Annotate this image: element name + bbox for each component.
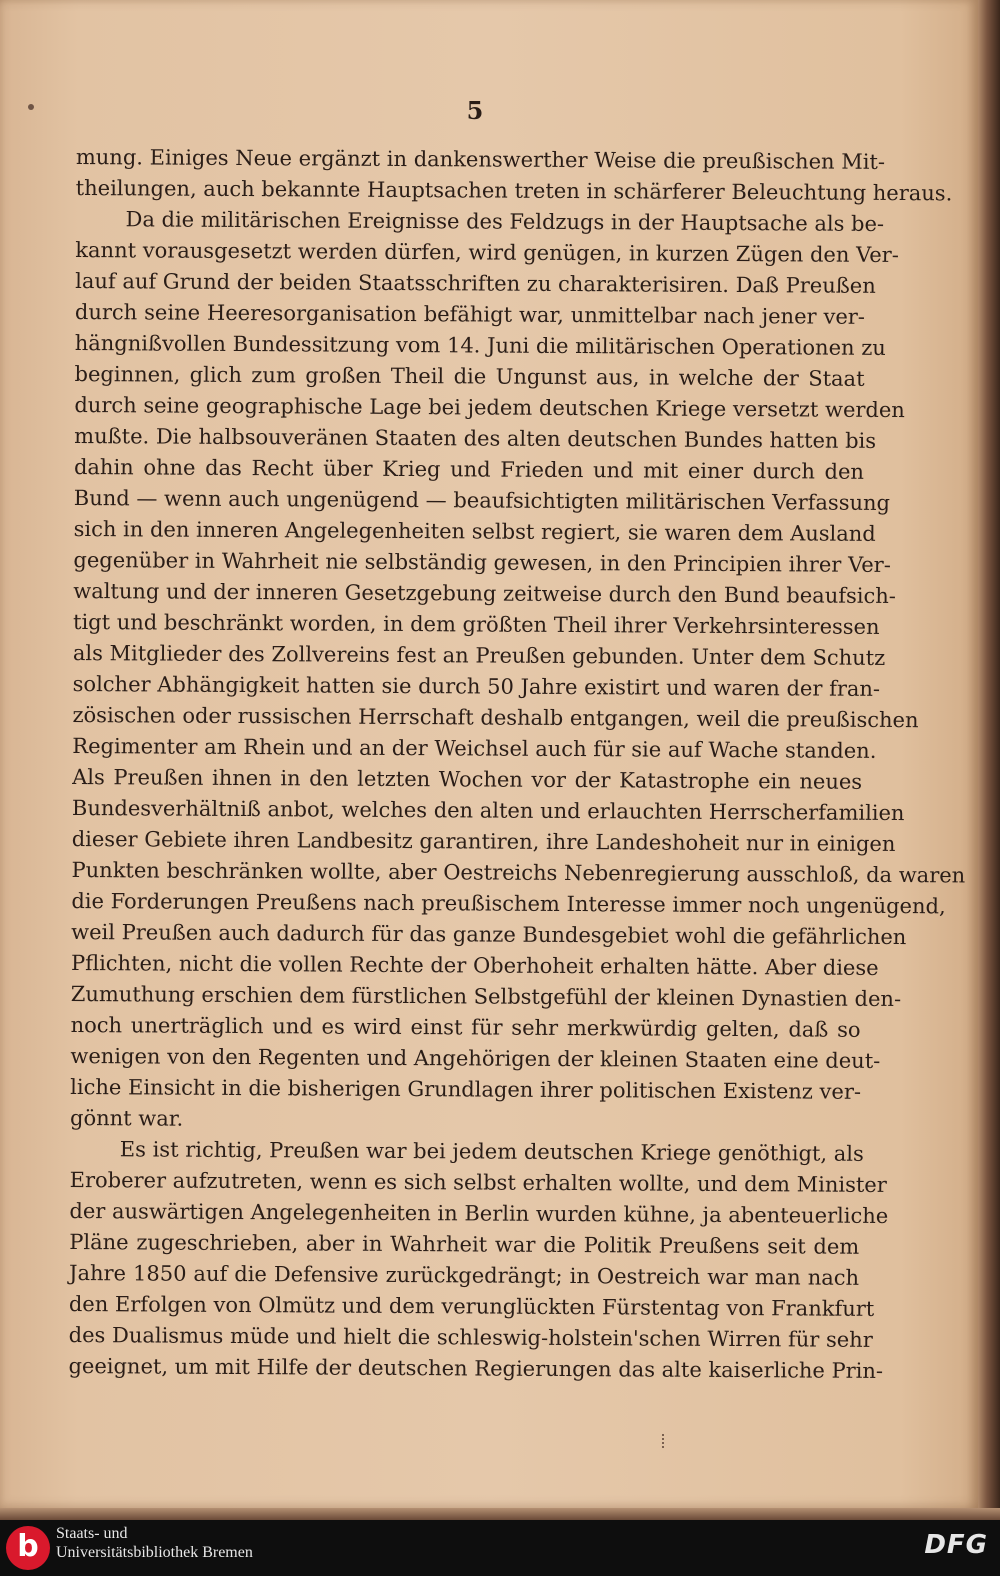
text-line: gegenüber in Wahrheit nie selbständig gewesen, in den Principien ihrer Ver- (73, 547, 891, 577)
text-line: Bundesverhältniß anbot, welches den alten und erlauchten Herrscherfamilien (71, 795, 905, 826)
dfg-logo[interactable]: DFG (924, 1530, 988, 1560)
text-line: durch seine geographische Lage bei jedem deutschen Kriege versetzt werden (74, 392, 905, 423)
text-line: mung. Einiges Neue ergänzt in dankenswerther Weise die preußischen Mit- (75, 144, 886, 174)
footer-bar (0, 1520, 1000, 1576)
text-line: Punkten beschränken wollte, aber Oestreichs Nebenregierung ausschloß, da waren (71, 857, 966, 888)
text-line: die Forderungen Preußens nach preußischem Interesse immer noch ungenügend, (71, 888, 946, 919)
text-line: Da die militärischen Ereignisse des Feldzugs in der Hauptsache als be- (125, 207, 885, 236)
text-line: liche Einsicht in die bisherigen Grundlagen ihrer politischen Existenz ver- (70, 1074, 862, 1104)
text-line: Jahre 1850 auf die Defensive zurückgedrängt; in Oestreich war man nach (69, 1260, 860, 1290)
text-line: lauf auf Grund der beiden Staatsschriften zu charakterisiren. Daß Preußen (75, 268, 876, 298)
paper-speck (662, 1434, 667, 1448)
text-line: Es ist richtig, Preußen war bei jedem deutschen Kriege genöthigt, als (119, 1137, 864, 1166)
text-line: der auswärtigen Angelegenheiten in Berlin wurden kühne, ja abenteuerliche (69, 1198, 889, 1228)
text-line: den Erfolgen von Olmütz und dem verunglückten Fürstentag von Frankfurt (68, 1291, 875, 1321)
text-line: des Dualismus müde und hielt die schleswig-holstein'schen Wirren für sehr (68, 1322, 873, 1352)
text-line: theilungen, auch bekannte Hauptsachen treten in schärferer Beleuchtung heraus. (75, 175, 953, 206)
text-line: weil Preußen auch dadurch für das ganze Bundesgebiet wohl die gefährlichen (71, 919, 907, 950)
text-line: gönnt war. (69, 1105, 184, 1131)
library-name-line2: Universitätsbibliothek Bremen (56, 1544, 253, 1561)
text-line: durch seine Heeresorganisation befähigt war, unmittelbar nach jener ver- (74, 299, 866, 329)
text-line: solcher Abhängigkeit hatten sie durch 50 Jahre existirt und waren der fran- (72, 671, 881, 701)
page-edge-bottom (0, 1508, 1000, 1520)
text-line: dahin ohne das Recht über Krieg und Frieden und mit einer durch den (73, 454, 865, 484)
page-edge-right (978, 0, 1000, 1520)
text-line: Eroberer aufzutreten, wenn es sich selbst erhalten wollte, und dem Minister (69, 1167, 887, 1197)
text-line: dieser Gebiete ihren Landbesitz garantiren, ihre Landeshoheit nur in einigen (71, 826, 896, 857)
text-line: beginnen, glich zum großen Theil die Ungunst aus, in welche der Staat (74, 361, 865, 391)
library-name-line1: Staats- und (56, 1525, 128, 1542)
library-logo[interactable]: b (6, 1526, 50, 1570)
text-line: mußte. Die halbsouveränen Staaten des alten deutschen Bundes hatten bis (74, 423, 877, 453)
text-line: geeignet, um mit Hilfe der deutschen Regierungen das alte kaiserliche Prin- (68, 1353, 884, 1383)
text-line: hängnißvollen Bundessitzung vom 14. Juni die militärischen Operationen zu (74, 330, 886, 360)
text-line: waltung und der inneren Gesetzgebung zeitweise durch den Bund beaufsich- (73, 578, 896, 609)
text-line: sich in den inneren Angelegenheiten selbst regiert, sie waren dem Ausland (73, 516, 876, 546)
library-name[interactable] (56, 1524, 253, 1562)
page-number: 5 (466, 96, 484, 125)
text-line: Pläne zugeschrieben, aber in Wahrheit war die Politik Preußens seit dem (69, 1229, 860, 1259)
text-line: wenigen von den Regenten und Angehörigen der kleinen Staaten eine deut- (70, 1043, 881, 1073)
text-line: zösischen oder russischen Herrschaft deshalb entgangen, weil die preußischen (72, 702, 919, 733)
text-line: Zumuthung erschien dem fürstlichen Selbstgefühl der kleinen Dynastien den- (70, 981, 902, 1012)
body-text (68, 142, 966, 1387)
text-line: noch unerträglich und es wird einst für sehr merkwürdig gelten, daß so (70, 1012, 861, 1042)
text-line: Als Preußen ihnen in den letzten Wochen vor der Katastrophe ein neues (72, 764, 863, 794)
text-line: kannt vorausgesetzt werden dürfen, wird genügen, in kurzen Zügen den Ver- (75, 237, 899, 268)
text-line: Pflichten, nicht die vollen Rechte der Oberhoheit erhalten hätte. Aber diese (70, 950, 879, 980)
text-line: tigt und beschränkt worden, in dem größten Theil ihrer Verkehrsinteressen (72, 609, 880, 639)
text-line: Bund — wenn auch ungenügend — beaufsichtigten militärischen Verfassung (73, 485, 891, 515)
text-line: Regimenter am Rhein und an der Weichsel auch für sie auf Wache standen. (72, 733, 877, 763)
text-line: als Mitglieder des Zollvereins fest an Preußen gebunden. Unter dem Schutz (72, 640, 886, 670)
